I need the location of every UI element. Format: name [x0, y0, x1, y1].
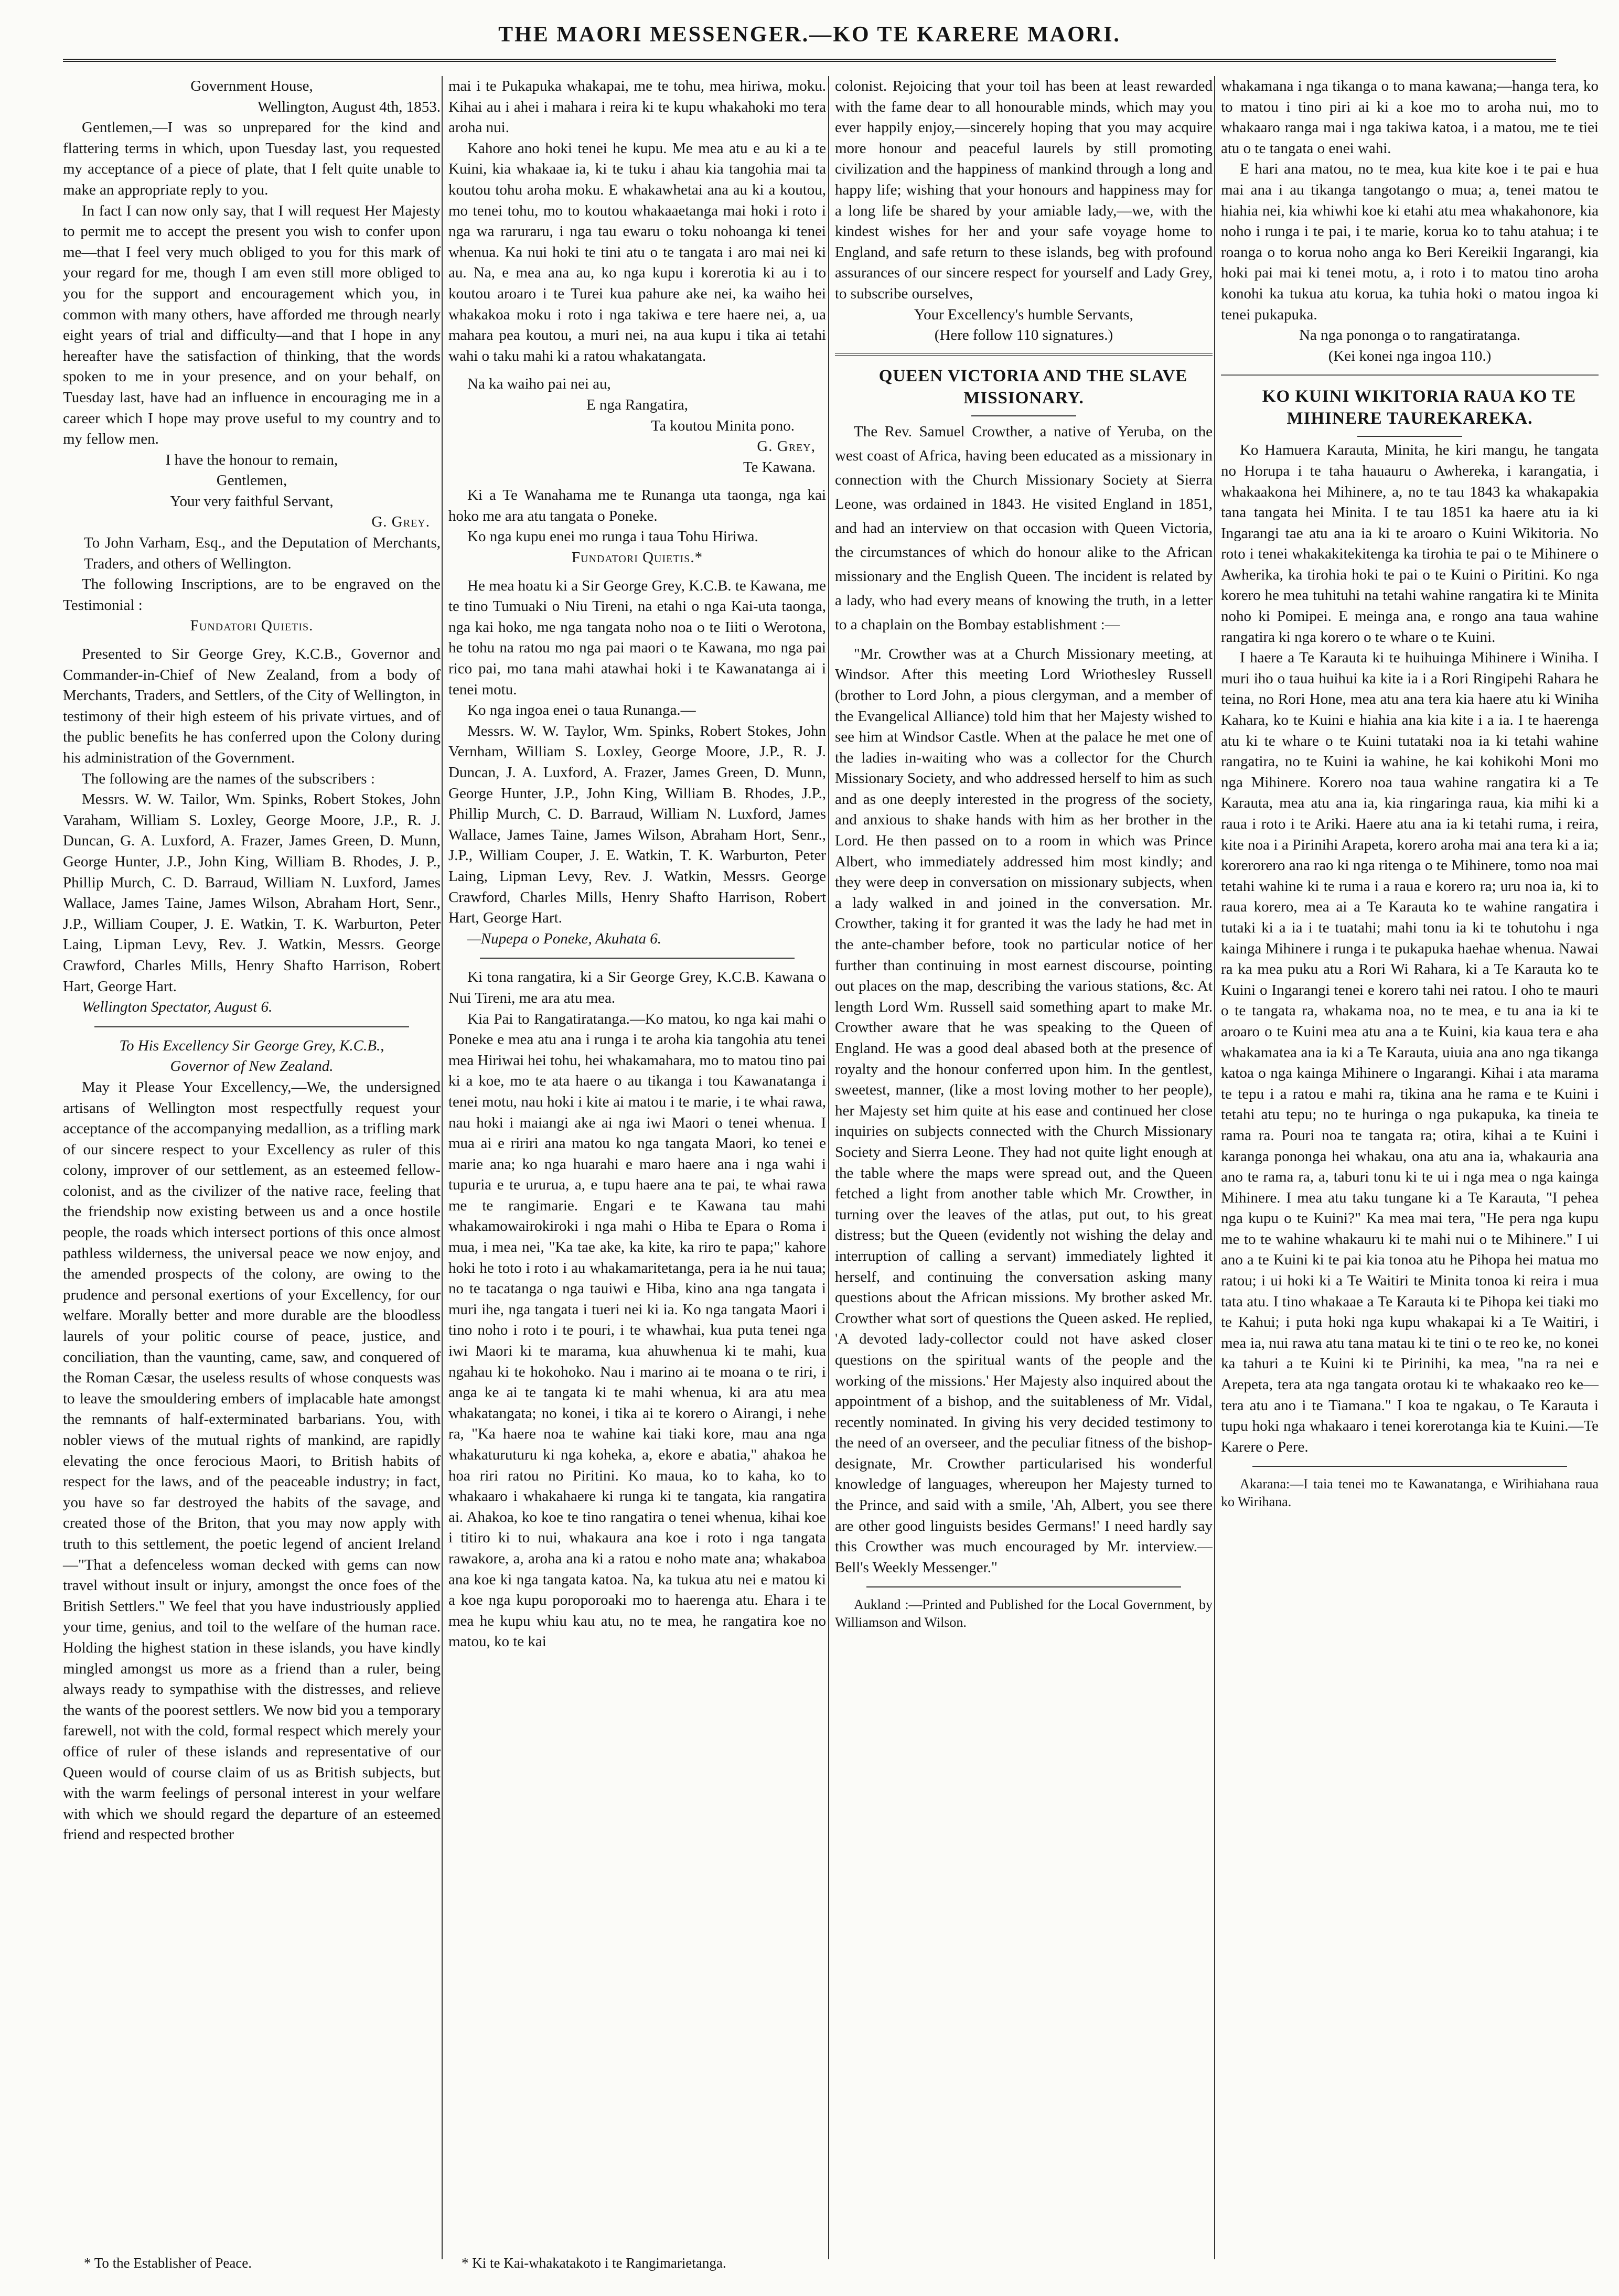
article-source-maori: —Nupepa o Poneke, Akuhata 6.	[467, 930, 661, 947]
letter-closing: Your very faithful Servant,	[170, 492, 334, 510]
section-divider	[94, 1026, 409, 1027]
column-rule-1	[442, 76, 443, 2259]
article-quote-maori: I haere a Te Karauta ki te huihuinga Mihinere i Winiha. I muri iho o taua huihui ka kite ia i a Rori Ringipehi Rahara he teina, no Rori Hone, mea atu ana tera kia haere atu ki Winiha Kahara, ko te Kuini e hiahia ana kia kite i a ia. I te haerenga atu ki te whare o te Kuini tutataki noa ia ki tetahi wahine rangatira, no te Kuini ia wahine, he kai kohikohi Moni mo nga Mihinere. Korero noa taua wahine rangatira ki a Te Karauta, mea atu ana ia, kia ringaringa raua, kia mihi ki a raua i roto i te Ariki. Haere atu ana ia ki tetahi ruma, i reira, kite noa i a Pirinihi Arapeta, korero aroha mai ana tera ki a ia; korerorero ana rao ki nga ritenga o te Mihinere, tomo noa mai tetahi wahine ki te ruma i a raua e korero ra; uru noa ia, ki to raua korero, mea ai a Te Karauta ko te wahine rangatira i tutaki ki a ia i te tuatahi; mahi tonu ia ki te tohutohu i nga kainga Mihinere i runga i te pukapuka haehae whenua. Nawai ra ka mea puku atu a Rori Wi Rahara, ki a Te Karauta ko te Kuini o Ingarangi tenei e korero tahi nei ratou. I oho te mauri o te tangata ra, whakama noa, no te mea, e tu ana ia ki te aroaro o te Kuini mea atu ana a te Kuini, kia kaua tera e aha whakamatea ana ia ki a Te Karauta, uiuia ana ano nga tikanga katoa o nga kainga Mihinere o Ingarangi. Kihai i ata marama te tepu i a ratou e mahi ra, tikina ana he rama e te Kuini i tetahi atu tepu; no te huringa o nga pukapuka, ka tineia te rama ra. Pouri noa te tangata ra; otira, kihai a te Kuini i karanga pononga hei whakau, ona atu ana ia, whakauria ana ano te rama ra, a, taburi tonu ki te ui i nga mea o nga kainga Mihinere. I mea atu taku tungane ki a Te Karauta, "I pehea nga kupu o te Kuini?" Ka mea mai tera, "He pera nga kupu me to te wahine whakauru ki te mahi nui o te Mihinere." I ui ano a te Kuini ki te pai kia tonoa atu he Pihopa hei matua mo ratou; i ui hoki ki a Te Waitiri te Minita tonoa ki reira i mua tata atu. I tino whakaae a Te Karauta ki te Pihopa kei tiaki mo te Kahui; i puta hoki nga kupu whakapai ki a Te Waitiri, i mea ia, nui rawa atu tana matau ki te tini o te reo ke, no konei ka tahuri a te Kuini ki te Pirinihi, ka mea, "na ra nei e Arepeta, tera ata nga tangata orotau ki te whakaako reo ke—tera atu ano i te Tiamana." I koa te ngakau, o Te Karauta i tupu hoki nga whakaaro i tenei korerotanga kia te Kuini.—Te Karere o Pere.	[1221, 649, 1599, 1455]
printer-imprint: Aukland :—Printed and Published for the Local Government, by Williamson and Wilson.	[835, 1597, 1213, 1630]
letter-closing-maori: Ta koutou Minita pono.	[651, 417, 795, 434]
address-signature: Your Excellency's humble Servants,	[914, 306, 1133, 323]
letter-signature: G. Grey.	[371, 513, 430, 531]
article-heading: QUEEN VICTORIA AND THE SLAVE MISSIONARY.	[878, 366, 1188, 407]
section-divider	[1221, 374, 1599, 376]
address-heading: To His Excellency Sir George Grey, K.C.B.,	[119, 1037, 384, 1054]
address-continuation: colonist. Rejoicing that your toil has been at least rewarded with the fame dear to all honourable minds, which may you ever happily enjoy,—sincerely hoping that you may acquire more honour and peaceful laurels by still promoting civilization and the happiness of mankind through a long and happy life; wishing that your honours and happiness may for a long life be shared by your amiable lady,—we, with the kindest wishes for her and your safe voyage home to England, and safe return to these islands, beg with profound assurances of our sincere respect for yourself and Lady Grey, to subscribe ourselves,	[835, 78, 1213, 302]
article-heading-maori: KO KUINI WIKITORIA RAUA KO TE MIHINERE TAUREKAREKA.	[1262, 387, 1577, 428]
address-heading-maori: Ki tona rangatira, ki a Sir George Grey, K.C.B. Kawana o Nui Tireni, me ara atu mea.	[448, 969, 826, 1006]
subscribers-list-maori: Messrs. W. W. Taylor, Wm. Spinks, Robert Stokes, John Vernham, William S. Loxley, George Moore, J.P., R. J. Duncan, J. A. Luxford, A. Frazer, James Green, D. Munn, George Hunter, J.P., John King, William B. Rhodes, J.P., Phillip Murch, C. D. Barraud, William N. Luxford, James Wallace, James Taine, James Wilson, Abraham Hort, Senr., J.P., William Couper, J. E. Watkin, T. K. Warburton, Peter Laing, Lipman Levy, Rev. J. Watkin, Messrs. George Crawford, Charles Mills, Henry Shafto Harrison, Robert Hart, George Hart.	[448, 722, 826, 927]
letter-closing: I have the honour to remain,	[165, 451, 338, 468]
subscribers-intro: The following are the names of the subscribers :	[82, 770, 375, 787]
address-signature-maori: Na nga pononga o to rangatiratanga.	[1299, 327, 1520, 344]
article-quote: "Mr. Crowther was at a Church Missionary meeting, at Windsor. After this meeting Lord Wriothesley Russell (brother to Lord John, a pious clergyman, and a member of the Evangelical Alliance) told him that her Majesty wished to see him at Windsor Castle. When at the palace he met one of the ladies in-waiting who was a collector for the Church Missionary Society, and who addressed herself to him as such and as one deeply interested in the progress of the society, and anxious to shake hands with him as her brother in the Lord. He then passed on to a room in which was Prince Albert, who immediately addressed him most kindly; and they were deep in conversation on missionary subjects, when a lady walked in and joined in the conversation. Mr. Crowther, taking it for granted it was the lady he had met in the ante-chamber before, took no particular notice of her further than continuing in most earnest discourse, pointing out places on the map, describing the various stations, &c. At length Lord Wm. Russell said something apart to make Mr. Crowther aware that he was speaking to the Queen of England. He was a good deal abased both at the presence of royalty and the honour conferred upon him. In the gentlest, sweetest, manner, (like a most loving mother to her people), her Majesty set him quite at his ease and continued her close inquiries on subjects connected with the Church Missionary Society and Sierra Leone. They had not quite light enough at the table where the maps were spread out, and the Queen fetched a light from another table which Mr. Crowther, in turning over the leaves of the atlas, put out, to his great distress; but the Queen (evidently not wishing the delay and interruption of calling a servant) immediately lighted it herself, and continuing the conversation asking many questions about the African missions. My brother asked Mr. Crowther what sort of questions the Queen asked. He replied, 'A devoted lady-collector could not have asked closer questions on the spiritual wants of the people and the working of the missions.' Her Majesty also inquired about the appointment of a bishop, and the suitableness of Mr. Vidal, recently nominated. In giving his very decided testimony to the need of an overseer, and the peculiar fitness of the bishop-designate, Mr. Crowther particularised his wonderful knowledge of languages, whereupon her Majesty turned to the Prince, and said with a smile, 'Ah, Albert, you see there are other good linguists besides Germans!' I need hardly say this Crowther was much encouraged by Mr. interview.—Bell's Weekly Messenger."	[835, 645, 1213, 1576]
article-source: Wellington Spectator, August 6.	[82, 999, 273, 1016]
letter-paragraph: In fact I can now only say, that I will request Her Majesty to permit me to accept the present you wish to confer upon me—that I feel very much obliged to you for this mark of your regard for me, though I am even still more obliged to you for the support and encouragement which you, in common with many others, have afforded me through nearly eight years of trial and difficulty—and that I hope in any hereafter have the satisfaction of thinking, that the words spoken to me in your presence, and on your behalf, on Tuesday last, have had an influence in encouraging me in a career which I hope may prove useful to my country and to my fellow men.	[63, 202, 441, 448]
column-3	[835, 76, 1213, 1632]
address-text-maori: Kia Pai to Rangatiratanga.—Ko matou, ko nga kai mahi o Poneke e mea atu ana i runga i te aroha kia tangohia atu tenei mea Hiriwai hei tohu, hei whakamahara, mo to matou tino pai ki a koe, mo te ata haere o au tikanga i tou Kawanatanga i tenei motu, nau hoki i kite ai matou i te marie, i te whai rawa, nau hoki i maiangi ake ai nga iwi Maori o tenei whenua. I mua ai e ririri ana matou ko nga tangata Maori, ko tenei e marie ana; ko nga huarahi e maro haere ana i nga wahi i tupuria e te ururua, a, e tupu haere ana te pai, te whai rawa me te rangimarie. Engari e te Kawana tau mahi whakamowairokiroki i nga mahi o Hiba te Epara o Roma i mua, i mea nei, "Ka tae ake, ka kite, ka riro te papa;" kahore hoki he toto i roto i au whakamaritetanga, pera ia he nui taua; no te tacatanga o nga tauiwi e Hiba, kino ana nga tangata i muri ihe, nga tangata i tueri nei ki ia. Ko nga tangata Maori i tino noho i roto i te pouri, i te whawhai, kua puta tenei nga iwi Maori ki te marama, kua ahuwhenua ki te mahi, kua ngahau ki te hokohoko. Nau i marino ai te moana o te riri, i anga ke ai te tangata ki te mahi whenua, ki ara atu mea whakatangata; no konei, i tika ai te korero o Airangi, i nehe ra, "Ka haere noa te wahine kai tiaki kore, mau ana nga whakaturuturu ki nga koheka, a, ekore e abatia," ahakoa he hoa riri ratou no Piritini. Ko maua, ko to kaha, ko to whakaaro i whakahaere ki runga ki te tangata, kia rangatira ai. Ahakoa, ko koe te tino rangatira o tenei whenua, kihai koe i titiro ki to nui, whakaura ana koe i roto i nga tangata rawakore, a, aroha ana ki a ratou e noho mate ana; whakaboa ana koe ki nga tangata katoa. Na, ka tukua atu nei e matou ki a koe nga kupu poroporoaki mo to haerenga atu. Ehara i te mea he kupu whiu kau atu, no te mea, he rangatira koe no matou, ko te kai	[448, 1010, 826, 1650]
section-divider	[480, 958, 795, 959]
column-rule-3	[1214, 76, 1215, 2259]
heading-divider	[971, 415, 1076, 416]
heading-divider	[1357, 436, 1462, 437]
address-subheading: Governor of New Zealand.	[170, 1058, 334, 1075]
column-rule-2	[828, 76, 829, 2259]
masthead	[63, 22, 1556, 59]
letter-date: Wellington, August 4th, 1853.	[258, 98, 441, 115]
address-paragraph-maori: E hari ana matou, no te mea, kua kite koe i te pai e hua mai ana i au tikanga tangotango o mua; a, tenei matou te hiahia nei, kia whiwhi koe ki etahi atu mea whakahonore, kia noho i runga i te pai, i te marie, korua ko to tahu atahua; i te roanga o to korua noho anga ko Beri Kereikii Ingarangi, kia hoki pai mai ki tenei motu, a, i roto i to matou tino aroha konohi ka tukua atu korua, ka tuhia hoki o matou ingoa ki tenei pukapuka.	[1221, 160, 1599, 323]
inscription-intro: The following Inscriptions, are to be engraved on the Testimonial :	[63, 576, 441, 614]
letter-closing: Gentlemen,	[216, 472, 287, 489]
letter-addressee-maori: Ki a Te Wanahama me te Runanga uta taonga, nga kai hoko me ara atu tangata o Poneke.	[448, 487, 826, 524]
subscribers-intro-maori: Ko nga ingoa enei o taua Runanga.—	[467, 702, 696, 719]
column-2	[448, 76, 826, 1653]
address-continuation-maori: whakamana i nga tikanga o to mana kawana;—hanga tera, ko to matou i tino piri ai ki a koe mo to aroha nui, mo to whakaaro ranga mai i nga takiwa katoa, i a matou, me te tiei atu o te tangata o enei wahi.	[1221, 78, 1599, 157]
article-paragraph-maori: Ko Hamuera Karauta, Minita, he kiri mangu, he tangata no Horupa i te taha hauauru o Awhereka, i karangatia, i whakaakona hei Mihinere, a, no te tau 1843 ka whakapakia tana tangata hei Minita. I te tau 1851 ka haere atu ia ki Ingarangi tae atu ana ia ki te aroaro o Kuini Wikitoria. No roto i tenei whakakitekitenga ka tirohia te pai o te Mihinere o Awherika, ka tirohia hoki te pai o te Kuini o Piritini. Ko nga korero he mea tuhituhi na tetahi wahine rangatira ki te Minita noho ki Pomipei. E meinga ana, e rongo ana taua wahine rangatira ki nga korero o te whare o te Kuini.	[1221, 442, 1599, 646]
section-divider	[866, 1586, 1181, 1587]
inscription-text-maori: He mea hoatu ki a Sir George Grey, K.C.B. te Kawana, me te tino Tumuaki o Niu Tireni, na etahi o nga Kai-uta taonga, nga kai hoko, me nga tangata noho noa o te Iiiti o Werotona, he tohu na ratou mo nga pai maori o te Kawana, mo nga pai rico pai, mo tana mahi atawhai hoki i te Kawanatanga ai i tenei motu.	[448, 577, 826, 698]
article-paragraph: The Rev. Samuel Crowther, a native of Yeruba, on the west coast of Africa, having been educated as a missionary in connection with the Church Missionary Society at Sierra Leone, was ordained in 1843. He visited England in 1851, and had an interview on that occasion with Queen Victoria, the circumstances of which do honour alike to the African missionary and the English Queen. The incident is related by a lady, who had every means of knowing the truth, in a letter to a chaplain on the Bombay establishment :—	[835, 423, 1213, 633]
footnote-col2: * Ki te Kai-whakatakoto i te Rangimarietanga.	[462, 2255, 726, 2271]
printer-imprint-maori: Akarana:—I taia tenei mo te Kawanatanga, e Wirihiahana raua ko Wirihana.	[1221, 1476, 1599, 1510]
masthead-title: THE MAORI MESSENGER.—KO TE KARERE MAORI.	[498, 23, 1121, 47]
column-1	[63, 76, 441, 1846]
letter-closing-maori: Na ka waiho pai nei au,	[467, 375, 611, 393]
letter-signature-maori: G. Grey,	[757, 438, 816, 455]
column-4	[1221, 76, 1599, 1511]
letter-signature-title: Te Kawana.	[743, 458, 816, 476]
address-signature-note: (Here follow 110 signatures.)	[934, 327, 1113, 344]
section-divider	[835, 353, 1213, 356]
letter-paragraph-maori: mai i te Pukapuka whakapai, me te tohu, mea hiriwa, moku. Kihai au i ahei i mahara i reira ki te kupu whakahoki mo tera aroha nui.	[448, 78, 826, 136]
address-signature-note-maori: (Kei konei nga ingoa 110.)	[1328, 347, 1492, 364]
letter-paragraph-maori: Kahore ano hoki tenei he kupu. Me mea atu e au ki a te Kuini, kia whakaae ia, ki te tuku i ahau kia tangohia mai ta koutou tohu aroha moku. E whakawhetai ana au ki a koutou, mo tenei tohu, mo to koutou whakaaetanga mai hoki i roto i nga wa raruraru, i nga tau ewaru o toku nohoanga ki tenei whenua. Ka nui hoki te tini atu o te tangata i aro mai nei ki au. Na, e mea ana au, ko nga kupu i korerotia ki au i to koutou aroaro i te Turei kua pahure ake nei, ka waiho hei whakakoa moku i roto i nga takiwa e tere haere nei, a, ua mahara pea koutou, a muri nei, na aua kupu i tika ai tetahi wahi o taku mahi ki a ratou whakatangata.	[448, 140, 826, 364]
inscription-intro-maori: Ko nga kupu enei mo runga i taua Tohu Hiriwa.	[467, 528, 758, 545]
inscription-motto: Fundatori Quietis.	[190, 617, 314, 635]
letter-addressee: To John Varham, Esq., and the Deputation of Merchants, Traders, and others of Wellington.	[84, 534, 441, 572]
address-text: May it Please Your Excellency,—We, the undersigned artisans of Wellington most respectfully request your acceptance of the accompanying medallion, as a trifling mark of our sincere respect to your Excellency as ruler of this colony, improver of our settlement, as an esteemed fellow-colonist, and as the civilizer of the native race, feeling that the friendship now existing between us and a once hostile people, the roads which intersect portions of this once almost pathless wilderness, the universal peace we now enjoy, and the amended prospects of the colony, are owing to the prudence and personal exertions of your Excellency, for our welfare. Morally better and more durable are the bloodless laurels of your politic course of peace, justice, and conciliation, than the vaunting, came, saw, and conquered of the Roman Cæsar, the useless results of whose conquests was to leave the smouldering embers of implacable hate amongst the remnants of half-exterminated barbarians. You, with nobler views of the mutual rights of mankind, are rapidly elevating the once ferocious Maori, to British habits of respect for the laws, and of the peaceable industry; in fact, you have so far destroyed the habits of the savage, and created those of the Briton, that you may now apply with truth to this settlement, the poetic legend of ancient Ireland—"That a defenceless woman decked with gems can now travel without insult or injury, amongst the once foes of the British Settlers." We feel that you have industriously applied your time, genius, and toil to the welfare of the human race. Holding the highest station in these islands, you have kindly mingled amongst us more as a friend than a ruler, being always ready to sympathise with the distresses, and relieve the wants of the poorest settlers. We now bid you a temporary farewell, not with the cold, formal respect which merely your office of ruler of these islands and representative of our Queen would of course claim of us as British subjects, but with the warm feelings of personal interest in your welfare with which we should regard the departure of an esteemed friend and respected brother	[63, 1078, 441, 1843]
letter-closing-maori: E nga Rangatira,	[586, 396, 689, 413]
inscription-motto-maori: Fundatori Quietis.*	[571, 549, 703, 566]
letter-location: Government House,	[190, 78, 313, 94]
inscription-text: Presented to Sir George Grey, K.C.B., Governor and Commander-in-Chief of New Zealand, from a body of Merchants, Traders, and Settlers, of the City of Wellington, in testimony of their high esteem of his private virtues, and of the public benefits he has conferred upon the Colony during his administration of the Government.	[63, 646, 441, 766]
letter-paragraph: Gentlemen,—I was so unprepared for the kind and flattering terms in which, upon Tuesday last, you requested my acceptance of a piece of plate, that I felt quite unable to make an appropriate reply to you.	[63, 119, 441, 198]
footnote-col1: * To the Establisher of Peace.	[84, 2255, 252, 2271]
section-divider	[1252, 1466, 1567, 1467]
masthead-rule	[63, 59, 1556, 62]
subscribers-list: Messrs. W. W. Tailor, Wm. Spinks, Robert Stokes, John Varaham, William S. Loxley, George Moore, J.P., R. J. Duncan, G. A. Luxford, A. Frazer, James Green, D. Munn, George Hunter, J.P., John King, William B. Rhodes, J. P., Phillip Murch, C. D. Barraud, William N. Luxford, James Wallace, James Taine, James Wilson, Abraham Hort, Senr., J.P., William Couper, J. E. Watkin, T. K. Warburton, Peter Laing, Lipman Levy, Rev. J. Watkin, Messrs. George Crawford, Charles Mills, Henry Shafto Harrison, Robert Hart, George Hart.	[63, 791, 441, 995]
